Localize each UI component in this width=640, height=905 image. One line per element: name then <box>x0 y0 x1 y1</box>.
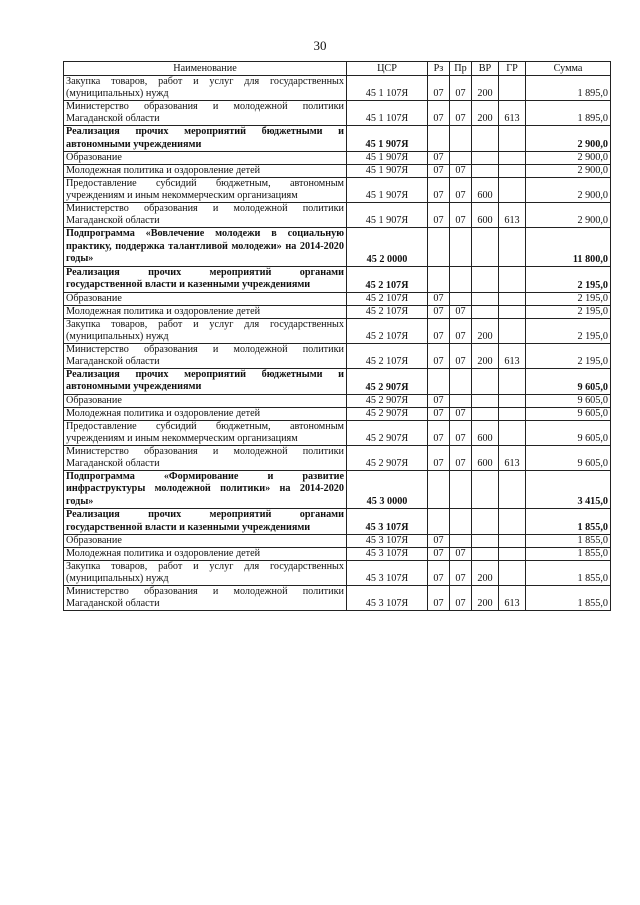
table-body <box>64 76 611 611</box>
header-csr: ЦСР <box>347 62 428 76</box>
cell-sum: 1 855,0 <box>526 561 611 586</box>
cell-gr <box>499 228 526 267</box>
header-rz: Рз <box>428 62 450 76</box>
cell-vr: 200 <box>472 76 499 101</box>
table-row <box>64 76 611 101</box>
cell-pr: 07 <box>450 76 472 101</box>
cell-name: Закупка товаров, работ и услуг для государственных (муниципальных) нужд <box>64 76 347 101</box>
cell-vr <box>472 165 499 178</box>
cell-sum: 2 195,0 <box>526 318 611 343</box>
table-row <box>64 126 611 152</box>
table-row <box>64 535 611 548</box>
cell-csr: 45 3 107Я <box>347 586 428 611</box>
cell-gr <box>499 407 526 420</box>
cell-vr <box>472 126 499 152</box>
cell-gr <box>499 152 526 165</box>
cell-rz: 07 <box>428 76 450 101</box>
cell-pr <box>450 266 472 292</box>
cell-vr: 600 <box>472 445 499 470</box>
cell-csr: 45 2 107Я <box>347 266 428 292</box>
cell-pr: 07 <box>450 318 472 343</box>
cell-sum: 2 900,0 <box>526 165 611 178</box>
header-pr: Пр <box>450 62 472 76</box>
cell-pr <box>450 228 472 267</box>
cell-name: Образование <box>64 152 347 165</box>
cell-vr: 200 <box>472 586 499 611</box>
cell-vr <box>472 394 499 407</box>
cell-vr: 200 <box>472 318 499 343</box>
cell-name: Подпрограмма «Формирование и развитие инфраструктуры молодежной политики» на 2014-2020 годы» <box>64 470 347 509</box>
cell-vr: 600 <box>472 178 499 203</box>
cell-csr: 45 2 107Я <box>347 343 428 368</box>
table-row <box>64 318 611 343</box>
cell-pr: 07 <box>450 561 472 586</box>
cell-sum: 1 895,0 <box>526 101 611 126</box>
cell-gr <box>499 126 526 152</box>
table-row <box>64 101 611 126</box>
cell-pr <box>450 535 472 548</box>
cell-rz: 07 <box>428 535 450 548</box>
cell-name: Закупка товаров, работ и услуг для государственных (муниципальных) нужд <box>64 561 347 586</box>
page-number: 30 <box>313 38 327 53</box>
cell-sum: 9 605,0 <box>526 368 611 394</box>
cell-pr: 07 <box>450 548 472 561</box>
cell-sum: 1 895,0 <box>526 76 611 101</box>
cell-vr: 200 <box>472 101 499 126</box>
cell-name: Образование <box>64 292 347 305</box>
cell-name: Реализация прочих мероприятий бюджетными и автономными учреждениями <box>64 126 347 152</box>
cell-name: Министерство образования и молодежной политики Магаданской области <box>64 203 347 228</box>
cell-csr: 45 1 107Я <box>347 76 428 101</box>
cell-rz: 07 <box>428 152 450 165</box>
table-row <box>64 509 611 535</box>
cell-gr: 613 <box>499 445 526 470</box>
cell-sum: 9 605,0 <box>526 445 611 470</box>
cell-pr: 07 <box>450 420 472 445</box>
table-row <box>64 305 611 318</box>
cell-gr: 613 <box>499 101 526 126</box>
table-row <box>64 407 611 420</box>
cell-pr <box>450 292 472 305</box>
cell-pr: 07 <box>450 165 472 178</box>
cell-gr <box>499 394 526 407</box>
cell-csr: 45 3 0000 <box>347 470 428 509</box>
cell-name: Молодежная политика и оздоровление детей <box>64 407 347 420</box>
cell-sum: 2 900,0 <box>526 203 611 228</box>
cell-name: Министерство образования и молодежной политики Магаданской области <box>64 343 347 368</box>
cell-csr: 45 1 907Я <box>347 126 428 152</box>
cell-rz <box>428 228 450 267</box>
header-vr: ВР <box>472 62 499 76</box>
cell-gr <box>499 561 526 586</box>
table-row <box>64 152 611 165</box>
cell-sum: 2 195,0 <box>526 292 611 305</box>
cell-rz: 07 <box>428 420 450 445</box>
cell-pr: 07 <box>450 178 472 203</box>
cell-gr <box>499 165 526 178</box>
cell-vr: 600 <box>472 203 499 228</box>
table-row <box>64 292 611 305</box>
cell-gr <box>499 76 526 101</box>
cell-pr: 07 <box>450 343 472 368</box>
cell-name: Образование <box>64 394 347 407</box>
cell-rz: 07 <box>428 318 450 343</box>
table-row <box>64 445 611 470</box>
cell-gr: 613 <box>499 586 526 611</box>
cell-vr <box>472 292 499 305</box>
cell-sum: 2 900,0 <box>526 178 611 203</box>
cell-csr: 45 2 907Я <box>347 394 428 407</box>
cell-name: Образование <box>64 535 347 548</box>
cell-rz: 07 <box>428 292 450 305</box>
cell-csr: 45 1 107Я <box>347 101 428 126</box>
header-name: Наименование <box>64 62 347 76</box>
cell-vr: 200 <box>472 343 499 368</box>
cell-sum: 2 900,0 <box>526 152 611 165</box>
cell-name: Реализация прочих мероприятий бюджетными и автономными учреждениями <box>64 368 347 394</box>
cell-rz <box>428 509 450 535</box>
cell-rz: 07 <box>428 101 450 126</box>
cell-csr: 45 2 107Я <box>347 292 428 305</box>
table-row <box>64 203 611 228</box>
cell-csr: 45 2 907Я <box>347 407 428 420</box>
table-row <box>64 394 611 407</box>
cell-rz: 07 <box>428 394 450 407</box>
cell-pr: 07 <box>450 305 472 318</box>
cell-pr: 07 <box>450 586 472 611</box>
cell-gr <box>499 420 526 445</box>
table-row <box>64 266 611 292</box>
cell-gr <box>499 548 526 561</box>
cell-pr <box>450 394 472 407</box>
table-row <box>64 165 611 178</box>
header-gr: ГР <box>499 62 526 76</box>
cell-rz <box>428 266 450 292</box>
cell-csr: 45 2 907Я <box>347 420 428 445</box>
cell-csr: 45 2 107Я <box>347 318 428 343</box>
cell-sum: 2 195,0 <box>526 343 611 368</box>
cell-name: Предоставление субсидий бюджетным, автономным учреждениям и иным некоммерческим организациям <box>64 420 347 445</box>
cell-vr <box>472 509 499 535</box>
cell-name: Молодежная политика и оздоровление детей <box>64 548 347 561</box>
table-row <box>64 178 611 203</box>
cell-sum: 2 195,0 <box>526 305 611 318</box>
cell-sum: 9 605,0 <box>526 420 611 445</box>
cell-rz: 07 <box>428 586 450 611</box>
cell-name: Молодежная политика и оздоровление детей <box>64 305 347 318</box>
cell-pr <box>450 368 472 394</box>
cell-sum: 2 900,0 <box>526 126 611 152</box>
cell-name: Реализация прочих мероприятий органами государственной власти и казенными учреждениями <box>64 266 347 292</box>
cell-sum: 2 195,0 <box>526 266 611 292</box>
cell-vr <box>472 548 499 561</box>
cell-vr <box>472 152 499 165</box>
cell-name: Министерство образования и молодежной политики Магаданской области <box>64 101 347 126</box>
cell-gr: 613 <box>499 343 526 368</box>
cell-name: Реализация прочих мероприятий органами государственной власти и казенными учреждениями <box>64 509 347 535</box>
cell-csr: 45 2 907Я <box>347 368 428 394</box>
cell-sum: 1 855,0 <box>526 535 611 548</box>
cell-pr: 07 <box>450 407 472 420</box>
cell-vr <box>472 228 499 267</box>
cell-sum: 1 855,0 <box>526 586 611 611</box>
cell-pr: 07 <box>450 203 472 228</box>
cell-rz: 07 <box>428 561 450 586</box>
cell-csr: 45 2 907Я <box>347 445 428 470</box>
cell-pr <box>450 470 472 509</box>
cell-csr: 45 2 0000 <box>347 228 428 267</box>
cell-gr <box>499 470 526 509</box>
cell-sum: 11 800,0 <box>526 228 611 267</box>
cell-rz <box>428 368 450 394</box>
cell-name: Предоставление субсидий бюджетным, автономным учреждениям и иным некоммерческим организациям <box>64 178 347 203</box>
cell-csr: 45 1 907Я <box>347 178 428 203</box>
cell-gr <box>499 318 526 343</box>
cell-vr <box>472 407 499 420</box>
cell-rz: 07 <box>428 305 450 318</box>
cell-pr: 07 <box>450 101 472 126</box>
header-sum: Сумма <box>526 62 611 76</box>
cell-vr: 600 <box>472 420 499 445</box>
cell-rz: 07 <box>428 343 450 368</box>
cell-rz: 07 <box>428 407 450 420</box>
cell-gr <box>499 509 526 535</box>
cell-csr: 45 3 107Я <box>347 548 428 561</box>
cell-name: Молодежная политика и оздоровление детей <box>64 165 347 178</box>
cell-gr <box>499 292 526 305</box>
table-row <box>64 548 611 561</box>
cell-csr: 45 1 907Я <box>347 152 428 165</box>
cell-vr <box>472 470 499 509</box>
cell-gr <box>499 266 526 292</box>
cell-csr: 45 3 107Я <box>347 561 428 586</box>
cell-rz: 07 <box>428 203 450 228</box>
cell-csr: 45 3 107Я <box>347 535 428 548</box>
cell-pr <box>450 509 472 535</box>
cell-rz: 07 <box>428 165 450 178</box>
table-row <box>64 368 611 394</box>
cell-rz: 07 <box>428 548 450 561</box>
cell-gr <box>499 368 526 394</box>
table-row <box>64 343 611 368</box>
cell-sum: 1 855,0 <box>526 548 611 561</box>
cell-csr: 45 2 107Я <box>347 305 428 318</box>
cell-name: Министерство образования и молодежной политики Магаданской области <box>64 586 347 611</box>
cell-csr: 45 1 907Я <box>347 165 428 178</box>
cell-vr <box>472 535 499 548</box>
cell-csr: 45 3 107Я <box>347 509 428 535</box>
cell-name: Министерство образования и молодежной политики Магаданской области <box>64 445 347 470</box>
cell-rz <box>428 126 450 152</box>
cell-rz: 07 <box>428 445 450 470</box>
cell-pr <box>450 126 472 152</box>
cell-gr: 613 <box>499 203 526 228</box>
cell-rz: 07 <box>428 178 450 203</box>
cell-rz <box>428 470 450 509</box>
budget-table <box>63 61 611 611</box>
cell-gr <box>499 178 526 203</box>
cell-sum: 1 855,0 <box>526 509 611 535</box>
table-row <box>64 561 611 586</box>
cell-vr <box>472 266 499 292</box>
cell-pr <box>450 152 472 165</box>
cell-sum: 9 605,0 <box>526 407 611 420</box>
table-row <box>64 586 611 611</box>
cell-csr: 45 1 907Я <box>347 203 428 228</box>
cell-vr <box>472 305 499 318</box>
cell-gr <box>499 305 526 318</box>
cell-vr <box>472 368 499 394</box>
cell-name: Подпрограмма «Вовлечение молодежи в социальную практику, поддержка талантливой молодежи» на 2014-2020 годы» <box>64 228 347 267</box>
table-row <box>64 470 611 509</box>
cell-pr: 07 <box>450 445 472 470</box>
table-row <box>64 228 611 267</box>
cell-gr <box>499 535 526 548</box>
table-row <box>64 420 611 445</box>
cell-name: Закупка товаров, работ и услуг для государственных (муниципальных) нужд <box>64 318 347 343</box>
cell-sum: 9 605,0 <box>526 394 611 407</box>
table-header-row <box>64 62 611 76</box>
cell-sum: 3 415,0 <box>526 470 611 509</box>
cell-vr: 200 <box>472 561 499 586</box>
